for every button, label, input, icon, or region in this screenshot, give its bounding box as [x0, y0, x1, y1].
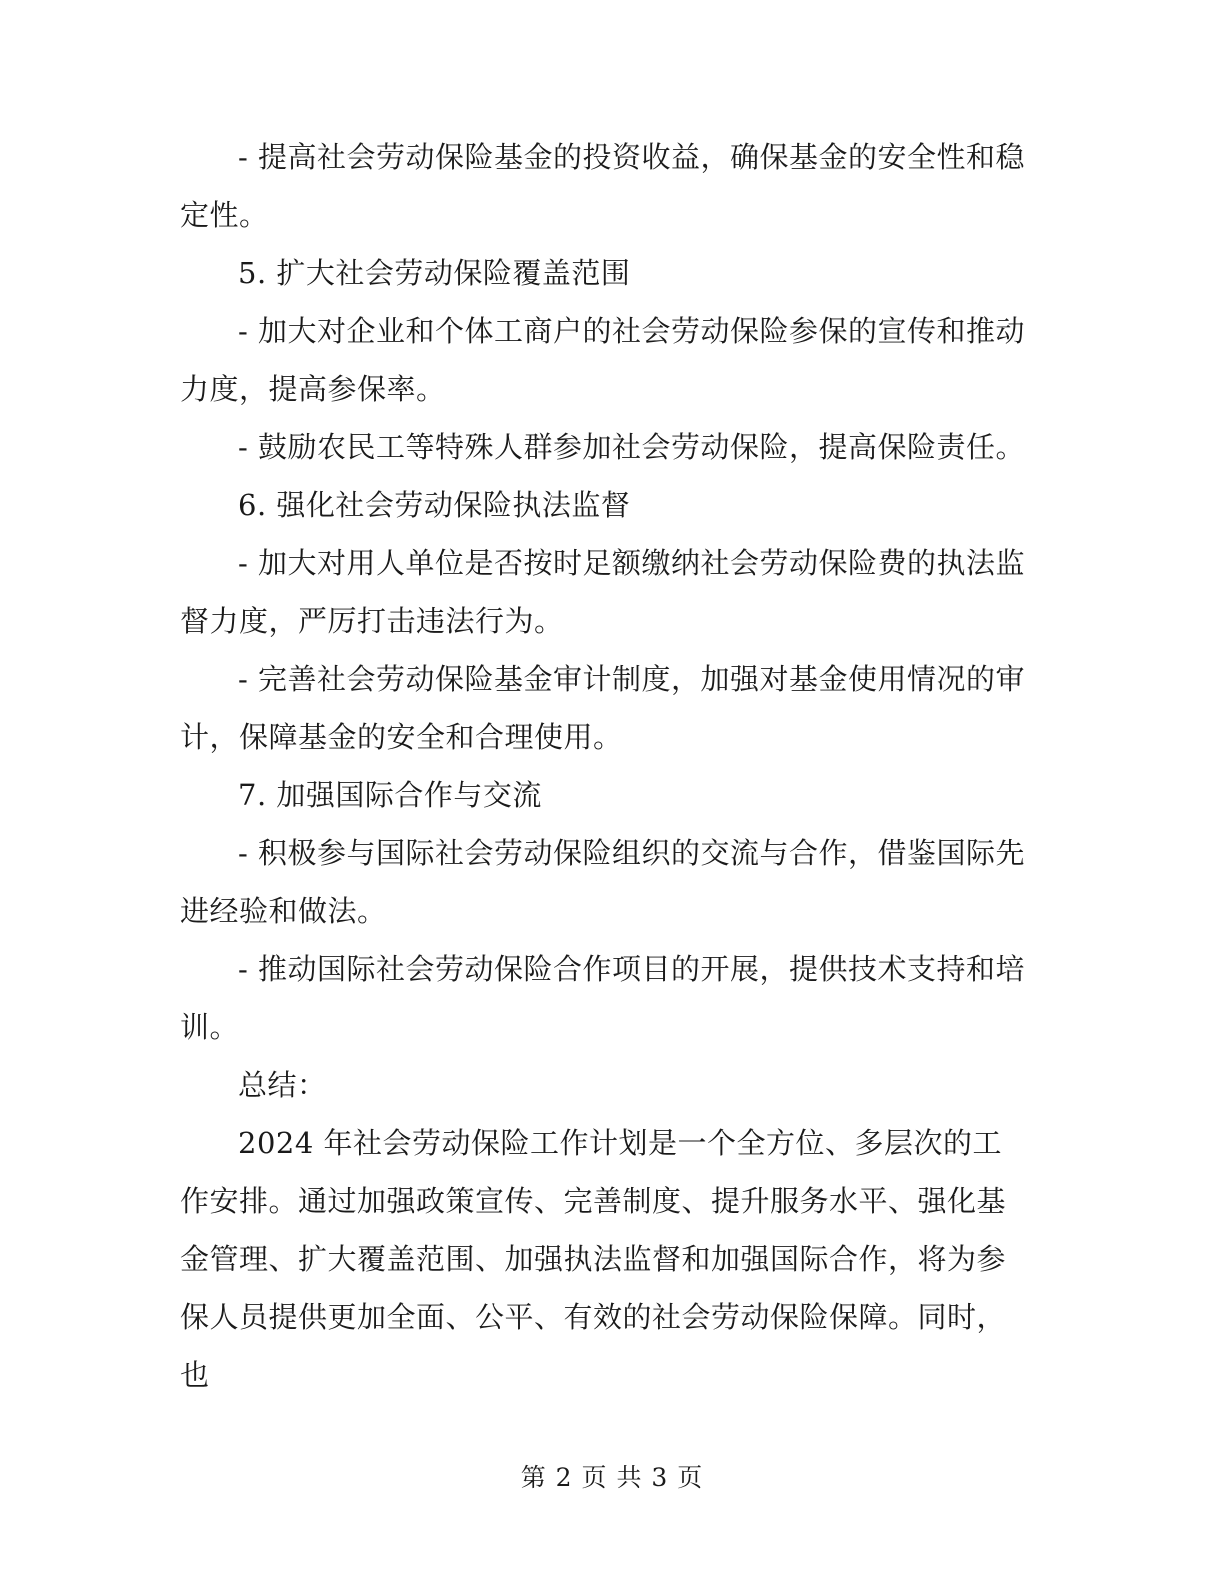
heading-expand-coverage: 5. 扩大社会劳动保险覆盖范围: [238, 256, 631, 290]
paragraph-international-exchange: - 积极参与国际社会劳动保险组织的交流与合作，借鉴国际先进经验和做法。: [180, 836, 1026, 928]
heading-international-cooperation: 7. 加强国际合作与交流: [238, 778, 542, 812]
heading-summary: 总结：: [238, 1068, 327, 1102]
paragraph-enterprise-promotion: - 加大对企业和个体工商户的社会劳动保险参保的宣传和推动力度，提高参保率。: [180, 314, 1026, 406]
paragraph-fund-investment: - 提高社会劳动保险基金的投资收益，确保基金的安全性和稳定性。: [180, 140, 1026, 232]
page-number-footer: 第 2 页 共 3 页: [520, 1463, 704, 1492]
paragraph-audit-system: - 完善社会劳动保险基金审计制度，加强对基金使用情况的审计，保障基金的安全和合理使用。: [180, 662, 1026, 754]
paragraph-migrant-workers: - 鼓励农民工等特殊人群参加社会劳动保险，提高保险责任。: [238, 430, 1026, 464]
paragraph-cooperation-projects: - 推动国际社会劳动保险合作项目的开展，提供技术支持和培训。: [180, 952, 1026, 1044]
paragraph-payment-supervision: - 加大对用人单位是否按时足额缴纳社会劳动保险费的执法监督力度，严厉打击违法行为。: [180, 546, 1026, 638]
paragraph-summary: 2024 年社会劳动保险工作计划是一个全方位、多层次的工作安排。通过加强政策宣传、完善制度、提升服务水平、强化基金管理、扩大覆盖范围、加强执法监督和加强国际合作，将为参保人员提供更加全面、公平、有效的社会劳动保险保障。同时，也: [180, 1126, 1007, 1392]
heading-law-enforcement: 6. 强化社会劳动保险执法监督: [238, 488, 631, 522]
document-body: [180, 128, 1030, 1404]
